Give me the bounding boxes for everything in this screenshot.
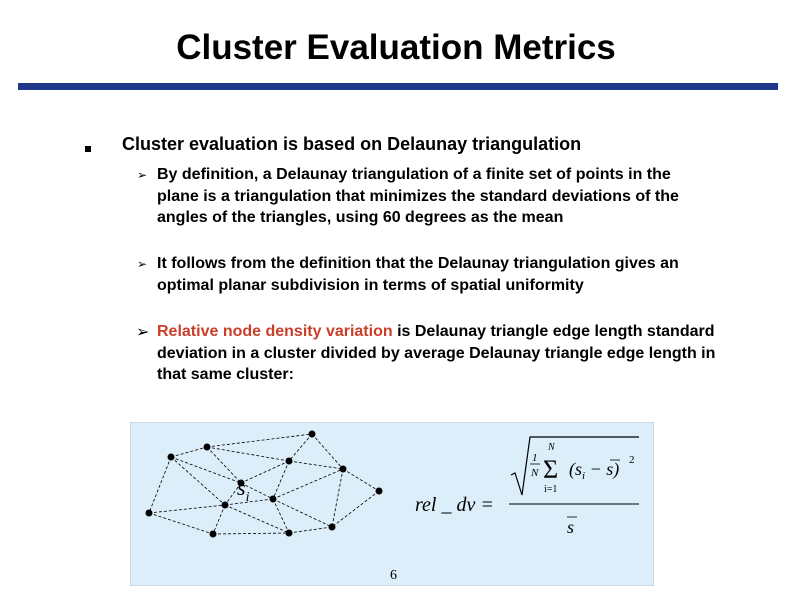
frac-denominator: N	[531, 467, 539, 479]
frac-numerator: 1	[532, 452, 538, 464]
arrow-bullet-icon: ➢	[136, 324, 150, 341]
sub-bullet-3	[157, 321, 717, 386]
sub-bullet-2: It follows from the definition that the Delaunay triangulation gives an optimal planar subdivision in terms of spatial uniformity	[157, 255, 679, 294]
edge-label: $s_i$	[237, 475, 250, 505]
density-formula	[415, 437, 639, 537]
slide-title: Cluster Evaluation Metrics	[176, 28, 616, 67]
sub-bullet-3-rest: is Delaunay triangle edge length standard deviation in a cluster divided by average Delaunay triangle edge length in that same cluster:	[157, 323, 716, 383]
formula-exponent: 2	[629, 454, 635, 466]
formula-denominator: s	[567, 517, 575, 537]
main-bullet-text: Cluster evaluation is based on Delaunay triangulation	[122, 134, 582, 154]
triangulation-edges	[149, 434, 379, 534]
sum-upper: N	[548, 442, 555, 453]
title-rule	[18, 83, 778, 90]
arrow-bullet-icon: ➢	[137, 257, 148, 271]
triangulation-nodes	[146, 431, 383, 538]
figure-panel	[130, 422, 654, 586]
arrow-bullet-icon: ➢	[137, 168, 148, 182]
delaunay-figure	[131, 423, 653, 585]
sum-icon: Σ	[543, 455, 559, 484]
highlight-term: Relative node density variation	[157, 323, 393, 340]
bullet-square-icon	[85, 146, 91, 152]
page-number: 6	[390, 568, 397, 583]
formula-lhs: rel _ dv =	[415, 494, 494, 516]
formula-term: $(s_i - s)$	[569, 459, 620, 482]
sub-bullet-1: By definition, a Delaunay triangulation of a finite set of points in the plane is a triangulation that minimizes the standard deviations of the angles of the triangles, using 60 degrees as the mean	[157, 166, 679, 226]
sum-lower: i=1	[544, 484, 558, 495]
